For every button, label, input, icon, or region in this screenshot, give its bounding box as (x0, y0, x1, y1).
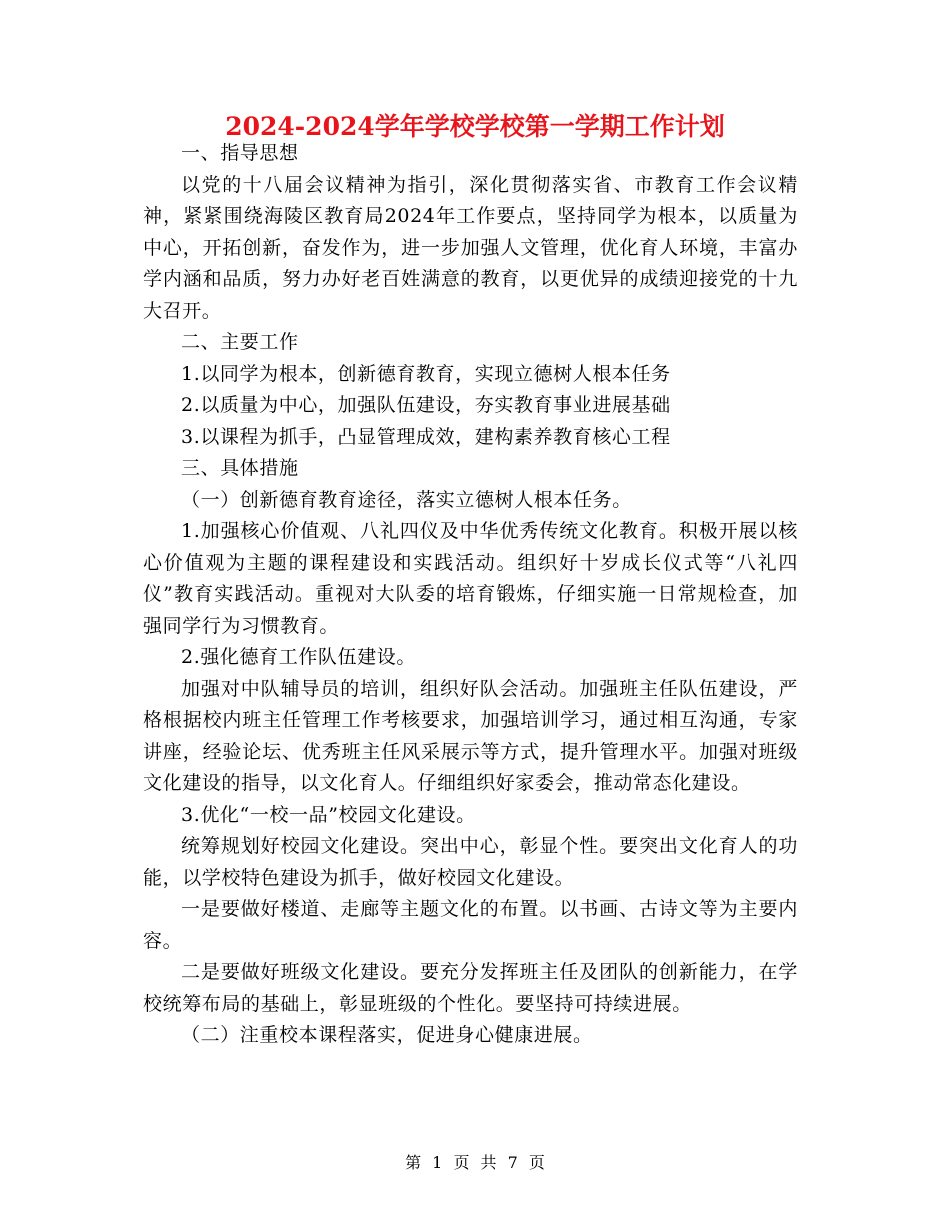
paragraph: 加强对中队辅导员的培训，组织好队会活动。加强班主任队伍建设，严格根据校内班主任管理工作考核要求，加强培训学习，通过相互沟通，专家讲座，经验论坛、优秀班主任风采展示等方式，提升管理水平。加强对班级文化建设的指导，以文化育人。仔细组织好家委会，推动常态化建设。 (143, 677, 798, 794)
paragraph: 3.优化“一校一品”校园文化建设。 (181, 803, 476, 826)
list-item: 3.以课程为抓手，凸显管理成效，建构素养教育核心工程 (181, 425, 671, 448)
paragraph: 一是要做好楼道、走廊等主题文化的布置。以书画、古诗文等为主要内容。 (143, 898, 798, 952)
paragraph: 二是要做好班级文化建设。要充分发挥班主任及团队的创新能力，在学校统筹布局的基础上，彰显班级的个性化。要坚持可持续进展。 (143, 961, 798, 1015)
subsection-heading: （一）创新德育教育途径，落实立德树人根本任务。 (181, 488, 632, 511)
page-number-footer: 第 1 页 共 7 页 (405, 1153, 545, 1172)
section-heading-measures: 三、具体措施 (181, 457, 299, 479)
list-item: 1.以同学为根本，创新德育教育，实现立德树人根本任务 (181, 362, 671, 385)
document-body (143, 138, 798, 1052)
subsection-heading: （二）注重校本课程落实，促进身心健康进展。 (181, 1024, 593, 1046)
paragraph: 1.加强核心价值观、八礼四仪及中华优秀传统文化教育。积极开展以核心价值观为主题的课程建设和实践活动。组织好十岁成长仪式等“八礼四仪”教育实践活动。重视对大队委的培育锻炼，仔细实施一日常规检查，加强同学行为习惯教育。 (143, 520, 798, 637)
paragraph: 以党的十八届会议精神为指引，深化贯彻落实省、市教育工作会议精神，紧紧围绕海陵区教育局2024年工作要点，坚持同学为根本，以质量为中心，开拓创新，奋发作为，进一步加强人文管理，优化育人环境，丰富办学内涵和品质，努力办好老百姓满意的教育，以更优异的成绩迎接党的十九大召开。 (143, 173, 798, 322)
document-title: 2024-2024学年学校学校第一学期工作计划 (225, 112, 725, 141)
paragraph: 统筹规划好校园文化建设。突出中心，彰显个性。要突出文化育人的功能，以学校特色建设为抓手，做好校园文化建设。 (143, 835, 798, 889)
list-item: 2.以质量为中心，加强队伍建设，夯实教育事业进展基础 (181, 394, 671, 416)
section-heading-main-work: 二、主要工作 (181, 331, 299, 353)
paragraph: 2.强化德育工作队伍建设。 (181, 646, 416, 668)
section-heading-guiding-ideology: 一、指导思想 (181, 142, 299, 164)
